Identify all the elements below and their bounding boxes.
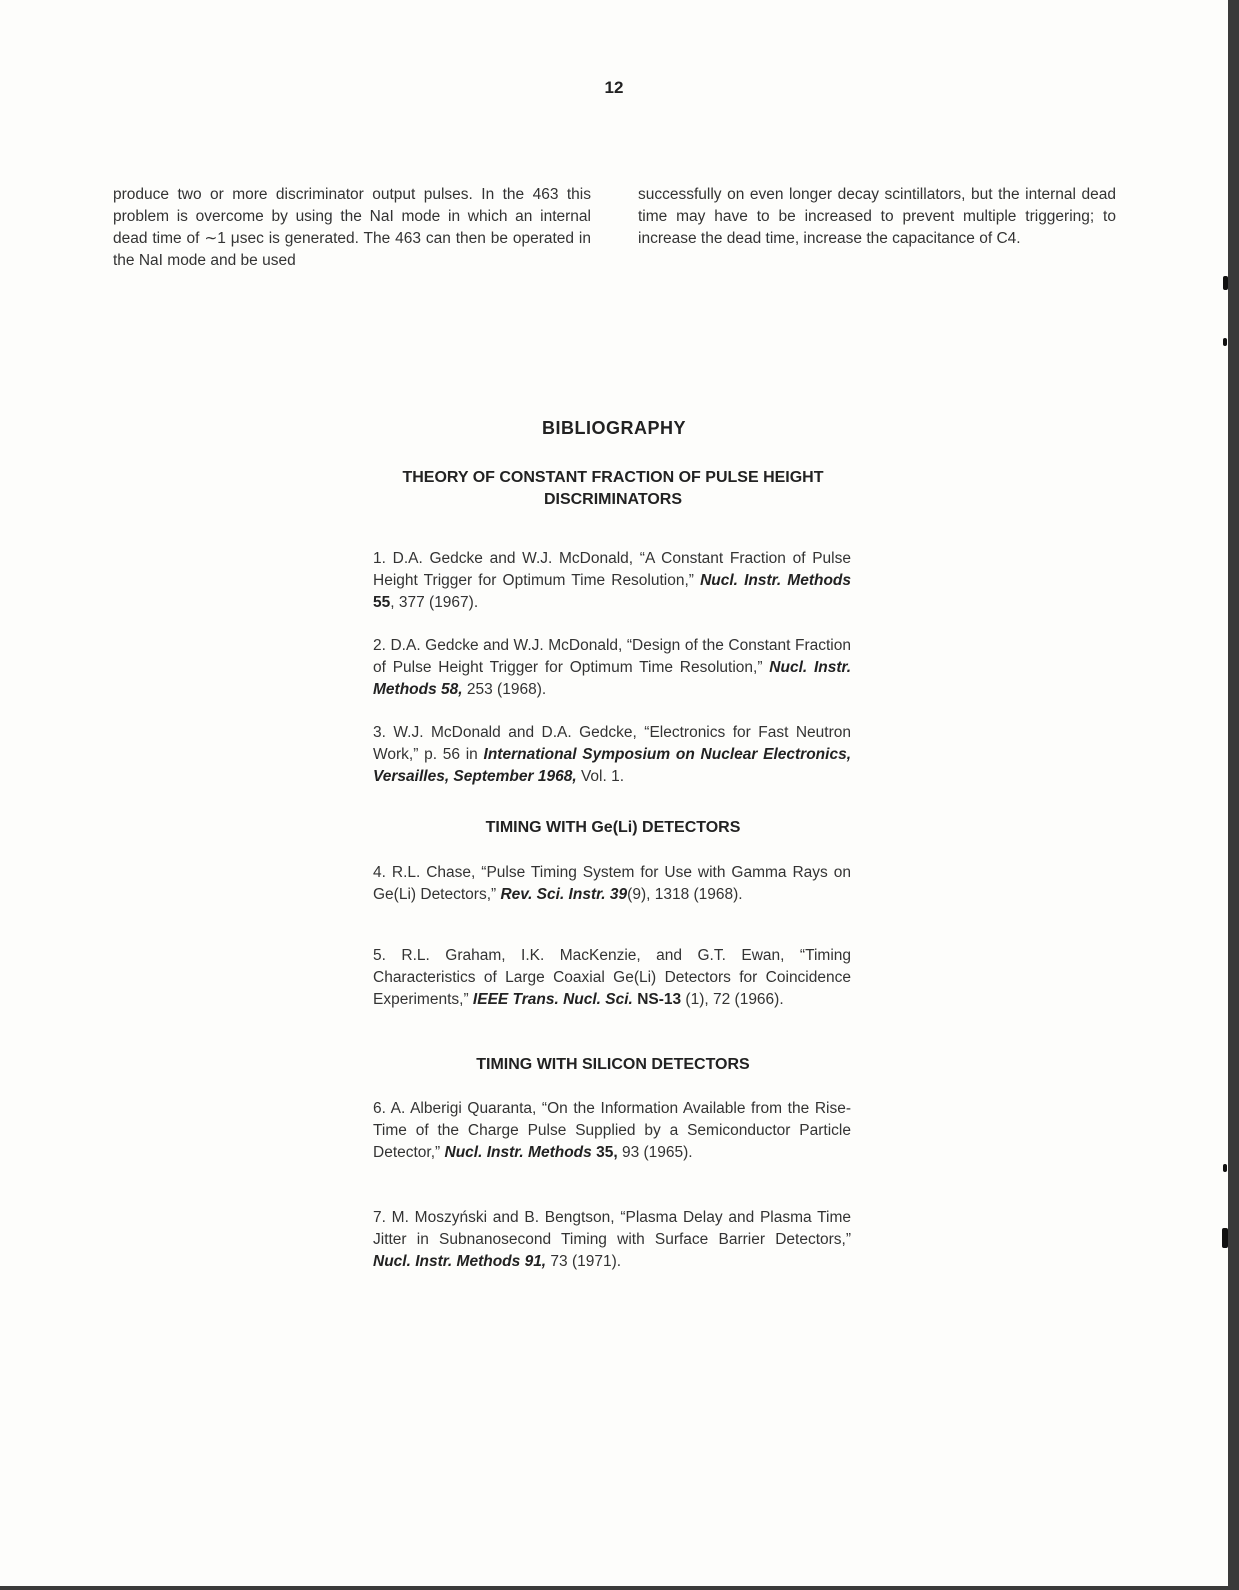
reference-6-text: 6. A. Alberigi Quaranta, “On the Information Available from the Rise-Time of the Charge Pulse Supplied by a Semiconductor Particle Detector,” — [373, 1100, 851, 1161]
reference-1-journal: Nucl. Instr. Methods — [700, 572, 852, 589]
reference-3-text: 3. W.J. McDonald and D.A. Gedcke, “Electronics for Fast Neutron Work,” p. 56 in — [373, 724, 851, 763]
intro-left-column: produce two or more discriminator output pulses. In the 463 this problem is overcome by using the NaI mode in which an internal dead time of ∼1 μsec is generated. The 463 can then be operated in the NaI mode and be used — [113, 186, 591, 269]
reference-3-tail: Vol. 1. — [576, 768, 625, 785]
reference-7-tail: 73 (1971). — [546, 1253, 622, 1270]
reference-5 — [373, 945, 851, 1011]
reference-7-text: 7. M. Moszyński and B. Bengtson, “Plasma Delay and Plasma Time Jitter in Subnanosecond Timing with Surface Barrier Detectors,” — [373, 1209, 851, 1248]
reference-2 — [373, 635, 851, 701]
reference-7 — [373, 1207, 851, 1273]
reference-2-tail: 253 (1968). — [462, 681, 547, 698]
reference-1-tail: , 377 (1967). — [390, 594, 479, 611]
reference-1-volume: 55 — [373, 594, 391, 611]
reference-4 — [373, 862, 851, 906]
scan-edge-mark — [1222, 1228, 1228, 1248]
scan-edge-mark — [1223, 276, 1228, 290]
reference-3 — [373, 722, 851, 788]
reference-4-tail: (9), 1318 (1968). — [627, 886, 743, 903]
reference-6-volume: 35, — [596, 1144, 618, 1161]
bibliography-heading: BIBLIOGRAPHY — [541, 418, 686, 438]
intro-right-column: successfully on even longer decay scintillators, but the internal dead time may have to be increased to prevent multiple triggering; to increase the dead time, increase the capacitance of C4. — [638, 186, 1116, 247]
scan-edge-mark — [1223, 1164, 1227, 1172]
reference-2-journal: Nucl. Instr. Methods 58, — [373, 659, 851, 698]
reference-4-journal: Rev. Sci. Instr. 39 — [500, 886, 628, 903]
reference-6-journal: Nucl. Instr. Methods — [444, 1144, 592, 1161]
reference-5-journal: IEEE Trans. Nucl. Sci. — [472, 991, 633, 1008]
section-heading-silicon: TIMING WITH SILICON DETECTORS — [476, 1056, 750, 1073]
reference-1 — [373, 548, 851, 614]
reference-6-tail: 93 (1965). — [617, 1144, 693, 1161]
reference-2-text: 2. D.A. Gedcke and W.J. McDonald, “Design of the Constant Fraction of Pulse Height Trigger for Optimum Time Resolution,” — [373, 637, 851, 676]
section-heading-cfd: THEORY OF CONSTANT FRACTION OF PULSE HEIGHT DISCRIMINATORS — [402, 469, 824, 508]
reference-4-text: 4. R.L. Chase, “Pulse Timing System for Use with Gamma Rays on Ge(Li) Detectors,” — [373, 864, 851, 903]
page-number: 12 — [604, 78, 624, 97]
reference-6 — [373, 1098, 851, 1164]
section-heading-geli: TIMING WITH Ge(Li) DETECTORS — [485, 819, 741, 836]
reference-7-journal: Nucl. Instr. Methods 91, — [373, 1253, 547, 1270]
reference-5-volume: NS-13 — [637, 991, 682, 1008]
scan-edge-mark — [1223, 338, 1227, 346]
reference-1-text: 1. D.A. Gedcke and W.J. McDonald, “A Constant Fraction of Pulse Height Trigger for Optimum Time Resolution,” — [373, 550, 851, 589]
reference-3-journal: International Symposium on Nuclear Electronics, Versailles, September 1968, — [373, 746, 851, 785]
reference-5-text: 5. R.L. Graham, I.K. MacKenzie, and G.T. Ewan, “Timing Characteristics of Large Coaxial Ge(Li) Detectors for Coincidence Experiments,” — [373, 947, 851, 1008]
reference-5-tail: (1), 72 (1966). — [681, 991, 784, 1008]
